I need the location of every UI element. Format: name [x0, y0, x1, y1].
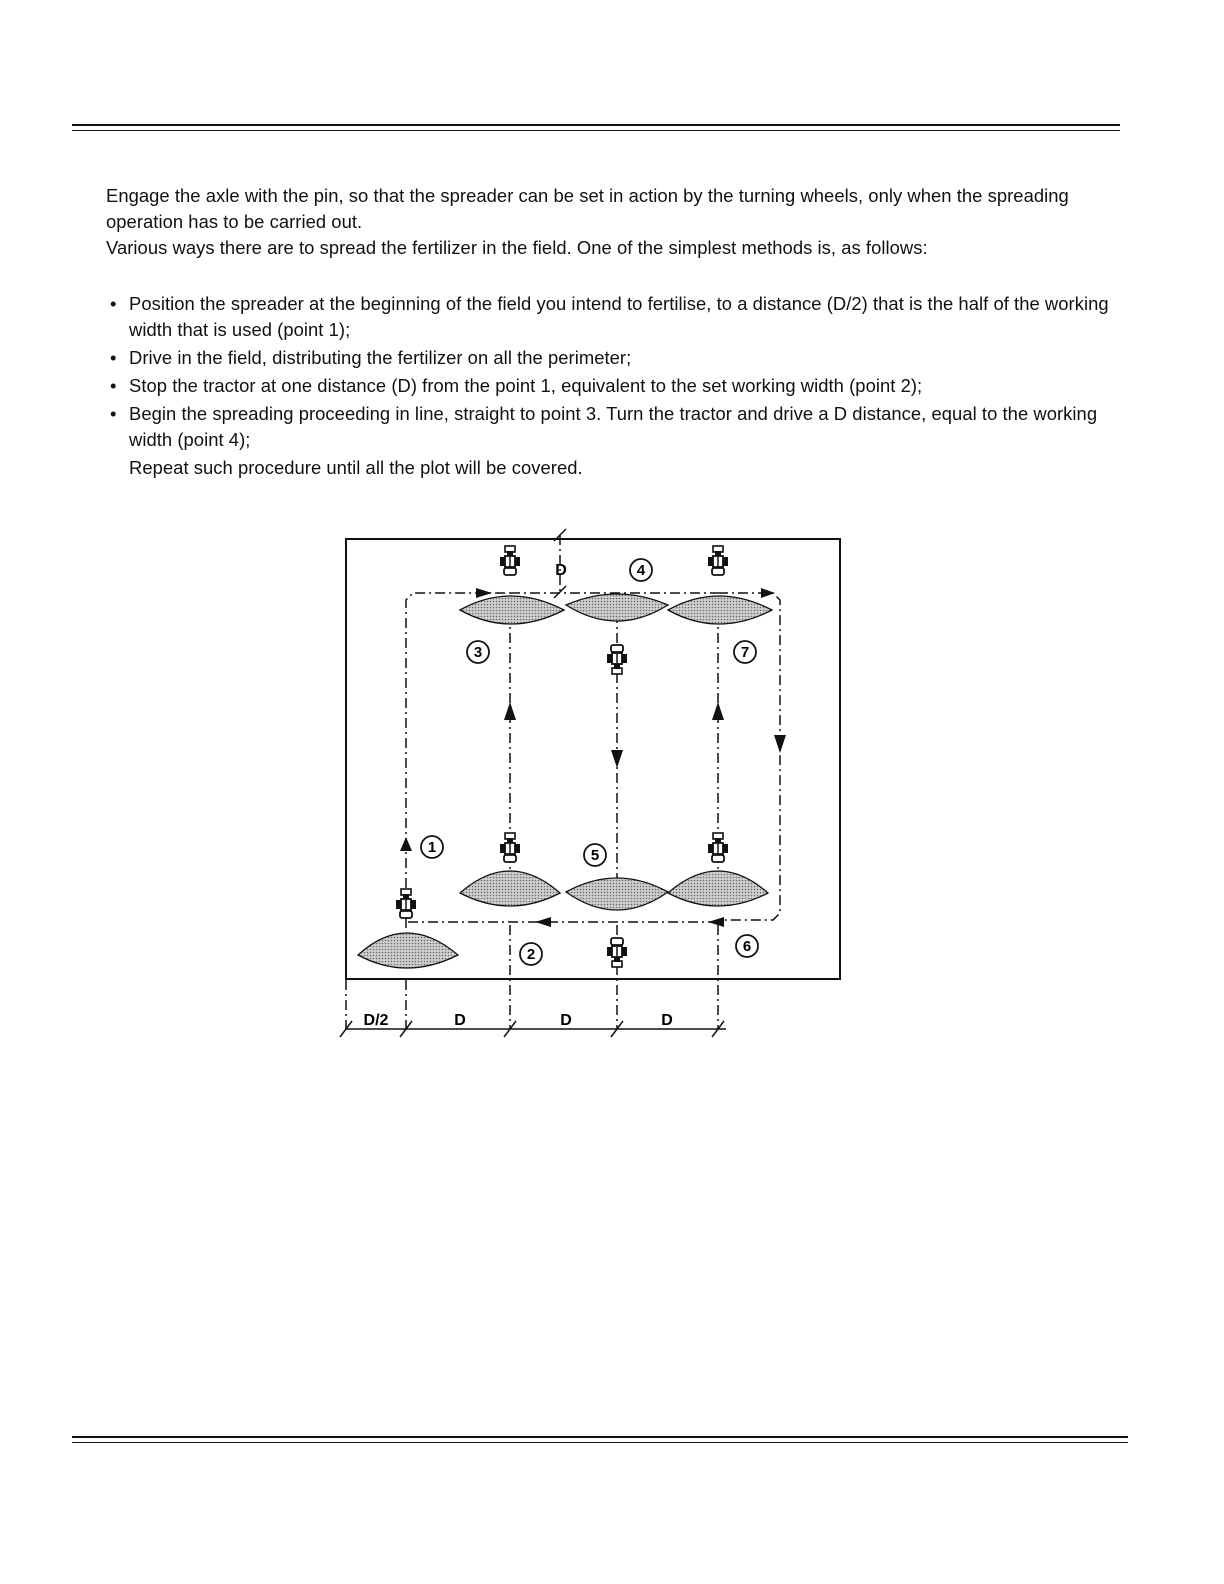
point-marker [421, 836, 443, 858]
point-label: 4 [636, 562, 646, 579]
point-label: 5 [590, 847, 600, 864]
arrow-down-icon [774, 735, 786, 753]
list-item [106, 291, 1122, 343]
spray-fan [566, 594, 668, 621]
point-marker [467, 641, 489, 663]
point-marker [630, 559, 652, 581]
dimension-label: D [555, 562, 567, 579]
arrow-right-icon [476, 588, 492, 598]
arrow-up-icon [712, 702, 724, 720]
point-marker [520, 943, 542, 965]
point-marker [584, 844, 606, 866]
tractor-icon [500, 546, 520, 575]
point-marker [734, 641, 756, 663]
step-text: Stop the tractor at one distance (D) from the point 1, equivalent to the set working width (point 2); [129, 375, 923, 396]
tractor-icon [607, 645, 627, 674]
spray-fan [358, 933, 458, 968]
step-text: Drive in the field, distributing the fertilizer on all the perimeter; [129, 347, 632, 368]
point-label: 2 [526, 946, 536, 963]
arrow-left-icon [708, 917, 724, 927]
dimension-label: D [454, 1012, 466, 1029]
list-item [106, 345, 1122, 371]
arrow-up-icon [504, 702, 516, 720]
spreading-pattern-diagram [330, 525, 860, 1050]
point-label: 6 [742, 938, 752, 955]
step-text: Begin the spreading proceeding in line, straight to point 3. Turn the tractor and drive a D distance, equal to the working width (point 4); [129, 403, 1098, 450]
list-item [106, 373, 1122, 399]
spray-fan [566, 878, 668, 910]
spray-fan [460, 596, 564, 624]
dimension-labels [364, 1012, 673, 1029]
closing-text: Repeat such procedure until all the plot will be covered. [129, 457, 583, 478]
spray-fan [668, 871, 768, 906]
spray-fan [668, 596, 772, 624]
instructions-text [106, 183, 1122, 481]
spray-fans [358, 594, 772, 968]
bullet-icon: • [110, 403, 117, 424]
dimension-label: D [661, 1012, 673, 1029]
point-marker [736, 935, 758, 957]
intro-paragraph: Engage the axle with the pin, so that the spreader can be set in action by the turning wheels, only when the spreading operation has to be carried out. [106, 185, 1069, 232]
point-label: 1 [427, 839, 437, 856]
tractor-icon [708, 546, 728, 575]
tractor-icon [708, 833, 728, 862]
point-label: 3 [473, 644, 483, 661]
list-item [106, 401, 1122, 453]
tractor-icon [607, 938, 627, 967]
dimension-label: D [560, 1012, 572, 1029]
point-label: 7 [740, 644, 750, 661]
step-list [106, 291, 1122, 453]
bullet-icon: • [110, 347, 117, 368]
arrow-right-icon [761, 588, 775, 598]
tractor-icon [396, 889, 416, 918]
arrow-up-icon [400, 837, 412, 851]
arrow-down-icon [611, 750, 623, 768]
arrow-left-icon [535, 917, 551, 927]
tractor-icon [500, 833, 520, 862]
bullet-icon: • [110, 293, 117, 314]
spray-fan [460, 871, 560, 906]
step-text: Position the spreader at the beginning of the field you intend to fertilise, to a distance (D/2) that is the half of the working width that is used (point 1); [129, 293, 1109, 340]
bullet-icon: • [110, 375, 117, 396]
dimension-label: D/2 [363, 1012, 389, 1029]
intro-methods: Various ways there are to spread the fertilizer in the field. One of the simplest methods is, as follows: [106, 237, 928, 258]
